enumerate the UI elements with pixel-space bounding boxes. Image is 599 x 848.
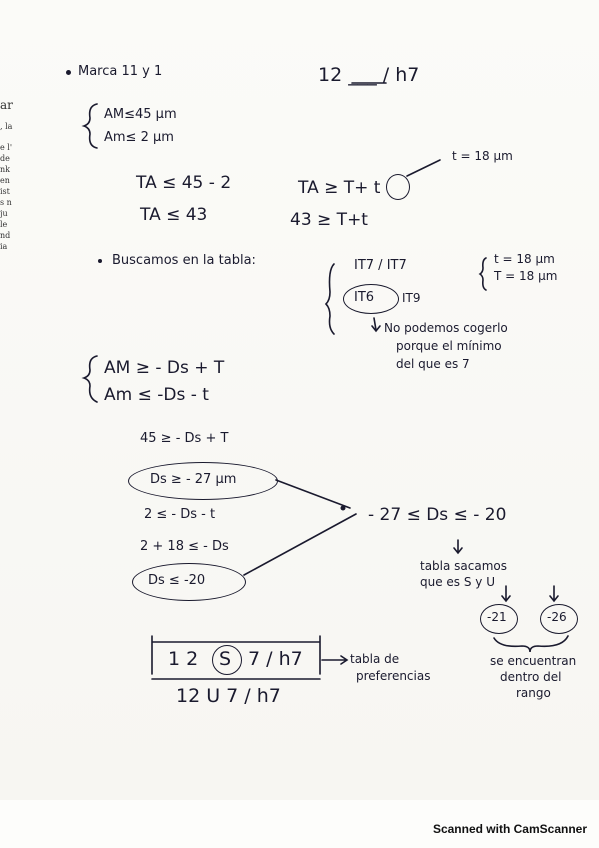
margin-fragment: nd [0,231,11,240]
margin-fragment: , la [0,122,13,131]
ds-line-1: 45 ≥ - Ds + T [140,431,229,446]
fit-s-circle [212,645,242,675]
am-ds-line-1: AM ≥ - Ds + T [104,358,225,378]
brace-tabla [326,264,334,334]
ds-line-3: 2 ≤ - Ds - t [144,507,216,522]
fit-s-tolerance: 7 / h7 [248,648,303,670]
fit-s-letter: S [219,648,232,670]
t-value: t = 18 μm [494,252,555,266]
margin-fragment: en [0,176,10,185]
tabla-line-2: que es S y U [420,575,495,589]
bullet [66,70,71,75]
rango-line-1: se encuentran [490,654,577,668]
note-line-3: del que es 7 [396,357,470,371]
ds-line-4: 2 + 18 ≤ - Ds [140,539,229,554]
margin-fragment: nk [0,165,10,174]
margin-fragment: de [0,154,10,163]
rango-line-3: rango [516,686,551,700]
tabla-line-1: tabla sacamos [420,559,508,573]
t-note: t = 18 μm [452,149,513,163]
ds-line-2: Ds ≥ - 27 μm [150,472,237,487]
ta-line-2: TA ≤ 43 [140,205,208,225]
u-arrow [550,586,558,601]
bullet [98,259,102,263]
ta-line-4: 43 ≥ T+t [290,210,368,230]
it-grades: IT7 / IT7 [354,258,407,273]
range-arrow [454,540,462,553]
note-line-1: No podemos cogerlo [384,321,508,335]
pref-line-2: preferencias [356,669,431,683]
buscamos-line: Buscamos en la tabla: [112,253,256,268]
it6-label: IT6 [354,290,375,305]
margin-fragment: ar [0,98,13,112]
it9-label: IT9 [402,291,421,305]
brace-2 [84,356,97,402]
margin-fragment: e l' [0,143,13,152]
note-line-2: porque el mínimo [396,339,502,353]
fit-s-number: 1 2 [168,648,199,670]
option-2: -26 [547,610,567,624]
ds-circle-2 [132,563,246,601]
scanner-watermark: Scanned with CamScanner [432,822,587,836]
rango-line-2: dentro del [500,670,562,684]
t-circle [386,174,410,200]
marca-heading: Marca 11 y 1 [78,64,163,79]
fit-title: 12 ___ / h7 [318,64,420,86]
am-min: Am≤ 2 μm [104,130,174,145]
junction-dot [341,506,346,511]
ds-line-5: Ds ≤ -20 [148,573,206,588]
brace-t [480,258,486,290]
margin-fragment: ju [0,209,8,218]
am-ds-line-2: Am ≤ -Ds - t [104,385,209,405]
am-max: AM≤45 μm [104,107,177,122]
it6-arrow [372,318,380,331]
pref-line-1: tabla de [350,652,400,666]
margin-fragment: ist [0,187,10,196]
ta-line-3: TA ≥ T+ t [298,178,381,198]
brace-1 [84,104,97,148]
margin-fragment: s n [0,198,12,207]
margin-fragment: ia [0,242,8,251]
ds-range: - 27 ≤ Ds ≤ - 20 [368,505,507,525]
link-line-2 [244,514,356,575]
fit-u: 12 U 7 / h7 [176,685,281,707]
T-value: T = 18 μm [494,269,558,283]
options-brace [494,636,568,652]
option-1: -21 [487,610,507,624]
it6-circle [343,284,399,314]
ds-circle-1 [128,462,278,500]
ta-line-1: TA ≤ 45 - 2 [136,173,232,193]
t-note-pointer [407,160,440,176]
margin-fragment: le [0,220,8,229]
s-arrow [502,586,510,601]
pref-arrow [322,656,347,664]
link-line-1 [276,480,350,508]
